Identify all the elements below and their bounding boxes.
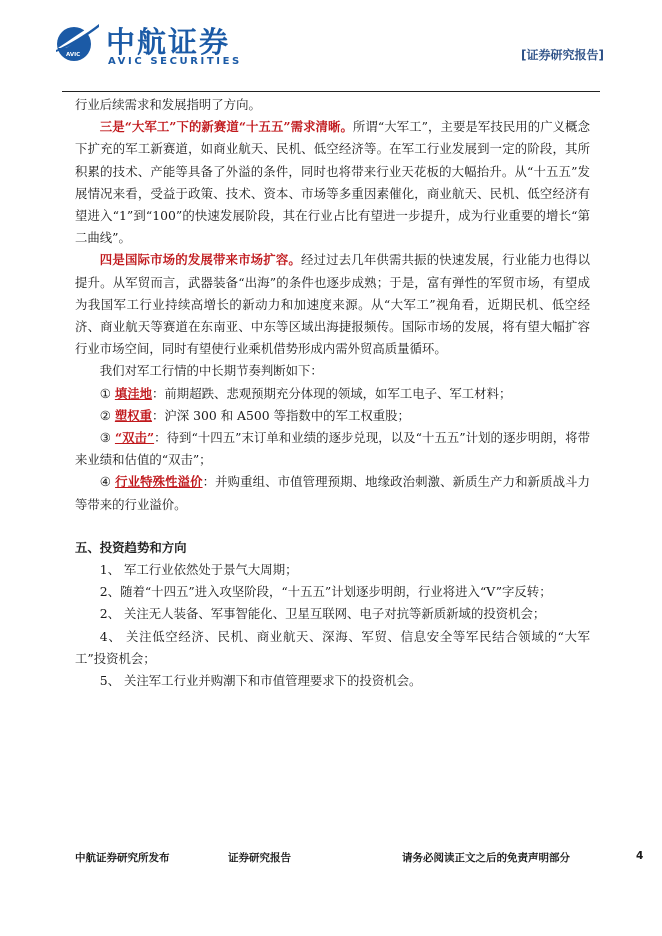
item-text: ：前期超跌、悲观预期充分体现的领域，如军工电子、军工材料； <box>152 385 512 401</box>
item-number: ① <box>99 385 111 401</box>
item-text: ：待到“十四五”末订单和业绩的逐步兑现，以及“十五五”计划的逐步明朗，将带来业绩和估值的“双击”； <box>75 430 590 468</box>
trend-item: 1、 军工行业依然处于景气大周期； <box>99 562 298 578</box>
document-body <box>75 94 590 692</box>
paragraph-new-track <box>75 116 590 249</box>
footer-report: 证券研究报告 <box>228 852 291 864</box>
trend-item: 2、 关注无人装备、军事智能化、卫星互联网、电子对抗等新质新域的投资机会； <box>99 606 546 622</box>
item-number: ④ <box>99 474 112 490</box>
footer-disclaimer: 请务必阅读正文之后的免责声明部分 <box>402 852 570 864</box>
list-item <box>75 383 590 405</box>
item-text: ：沪深 300 和 A500 等指数中的军工权重股； <box>152 407 410 423</box>
logo-chinese-name: 中航证券 <box>106 25 231 59</box>
section-title: 五、投资趋势和方向 <box>75 539 187 555</box>
logo-english-name: AVIC SECURITIES <box>108 56 242 67</box>
item-label: 行业特殊性溢价 <box>115 474 203 490</box>
report-type-label: [证券研究报告] <box>521 48 604 62</box>
paragraph-text: 所谓“大军工”，主要是军技民用的广义概念下扩充的军工新赛道，如商业航天、民机、低空经济等。在军工行业发展到一定的阶段，其所积累的技术、产能等具备了外溢的条件，同时也将带来行业天花板的大幅抬升。从“十五五”发展情况来看，受益于政策、技术、资本、市场等多重因素催化，商业航天、民机、低空经济有望进入“1”到“100”的快速发展阶段，其在行业占比有望进一步提升，成为行业重要的增长“第二曲线”。 <box>75 119 590 246</box>
logo-badge-text: AVIC <box>66 52 81 58</box>
list-item <box>75 471 590 515</box>
list-item <box>75 427 590 471</box>
footer-publisher: 中航证券研究所发布 <box>75 852 170 864</box>
item-text: ：并购重组、市值管理预期、地缘政治刺激、新质生产力和新质战斗力等带来的行业溢价。 <box>75 474 591 512</box>
paragraph-international-market <box>75 249 590 360</box>
page-footer <box>0 850 662 880</box>
trend-item: 2、随着“十四五”进入攻坚阶段，“十五五”计划逐步明朗，行业将进入“V”字反转； <box>99 584 552 600</box>
page-header <box>0 0 662 96</box>
company-logo <box>52 18 252 70</box>
trend-item: 4、 关注低空经济、民机、商业航天、深海、军贸、信息安全等军民结合领域的“大军工”投资机会； <box>75 628 590 666</box>
item-label: “双击” <box>114 430 155 446</box>
list-item <box>75 405 590 427</box>
header-divider <box>62 91 600 92</box>
paragraph-continuation: 行业后续需求和发展指明了方向。 <box>75 97 261 112</box>
avic-wing-emblem-icon <box>52 18 100 66</box>
page-number: 4 <box>636 850 644 862</box>
highlight-heading: 四是国际市场的发展带来市场扩容。 <box>99 252 301 268</box>
item-label: 填洼地 <box>114 385 153 401</box>
item-number: ③ <box>99 430 111 446</box>
paragraph-rhythm-intro: 我们对军工行情的中长期节奏判断如下： <box>99 363 323 379</box>
item-number: ② <box>99 407 111 423</box>
paragraph-text: 经过过去几年供需共振的快速发展，行业能力也得以提升。从军贸而言，武器装备“出海”的条件也逐步成熟；于是，富有弹性的军贸市场，有望成为我国军工行业持续高增长的新动力和加速度来源。从“大军工”视角看，近期民机、低空经济、商业航天等赛道在东南亚、中东等区域出海捷报频传。国际市场的发展，将有望大幅扩容行业市场空间，同时有望使行业乘机借势形成内需外贸高质量循环。 <box>75 252 591 357</box>
highlight-heading: 三是“大军工”下的新赛道“十五五”需求清晰。 <box>99 119 353 135</box>
trend-item: 5、 关注军工行业并购潮下和市值管理要求下的投资机会。 <box>99 673 422 689</box>
item-label: 塑权重 <box>114 407 153 423</box>
